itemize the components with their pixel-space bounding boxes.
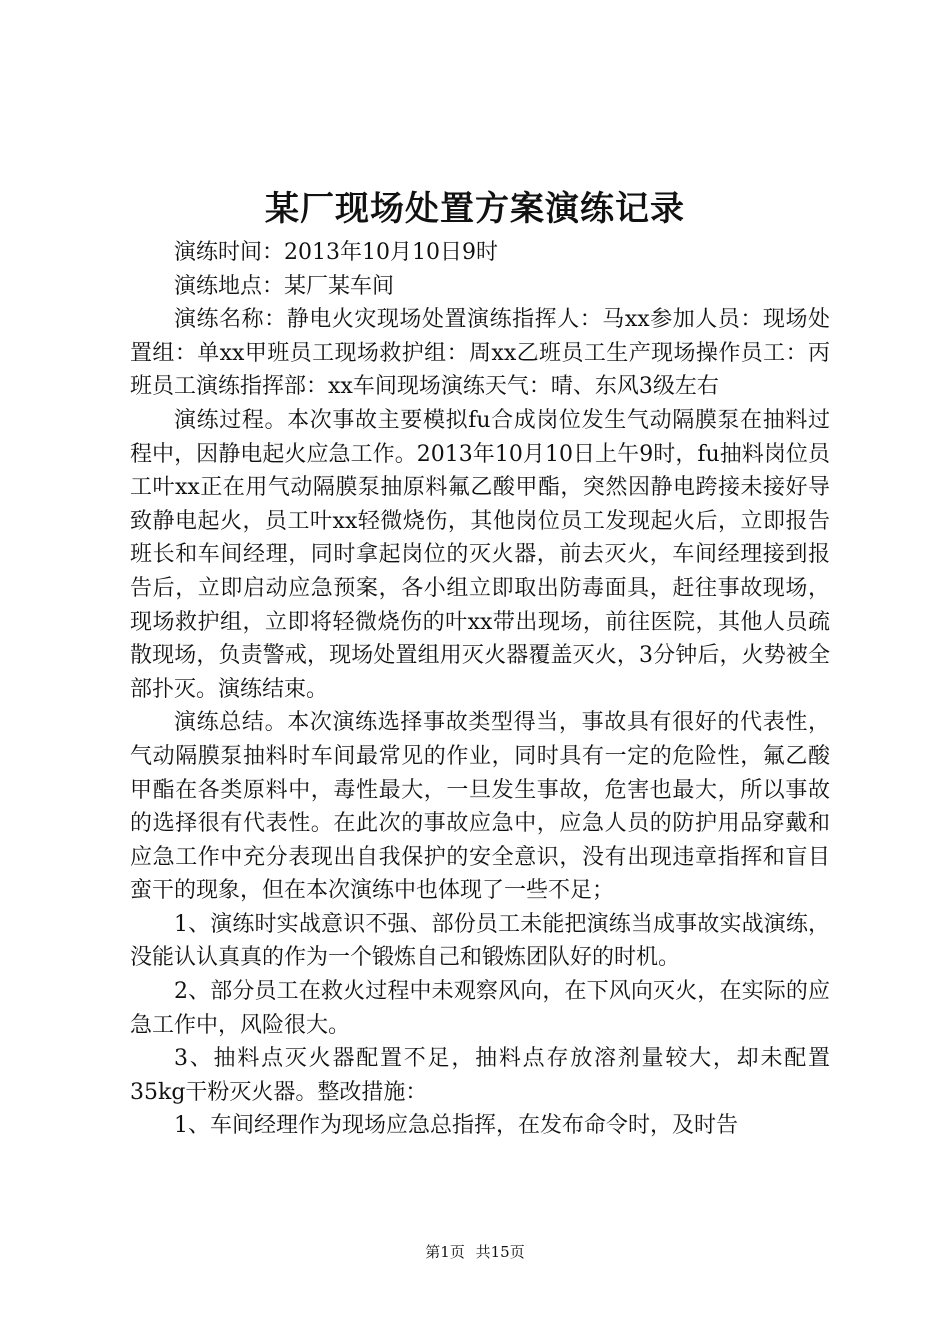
document-body [130, 236, 830, 1143]
page-footer [0, 1241, 950, 1263]
paragraph-drill-location: 演练地点：某厂某车间 [174, 273, 395, 299]
page-total: 共15页 [475, 1243, 525, 1261]
paragraph-drill-summary: 演练总结。本次演练选择事故类型得当，事故具有很好的代表性，气动隔膜泵抽料时车间最常见的作业，同时具有一定的危险性，氟乙酸甲酯在各类原料中，毒性最大，一旦发生事故，危害也最大，所以事故的选择很有代表性。在此次的事故应急中，应急人员的防护用品穿戴和应急工作中充分表现出自我保护的安全意识，没有出现违章指挥和盲目蛮干的现象，但在本次演练中也体现了一些不足； [130, 710, 830, 904]
page-title: 某厂现场处置方案演练记录 [265, 189, 685, 229]
paragraph-drill-time: 演练时间：2013年10月10日9时 [174, 240, 498, 265]
paragraph-issue-1: 1、演练时实战意识不强、部份员工未能把演练当成事故实战演练，没能认认真真的作为一个锻炼自己和锻炼团队好的时机。 [130, 911, 830, 971]
paragraph-issue-2: 2、部分员工在救火过程中未观察风向，在下风向灭火，在实际的应急工作中，风险很大。 [130, 979, 830, 1038]
paragraph-issue-3: 3、抽料点灭火器配置不足，抽料点存放溶剂量较大，却未配置35kg干粉灭火器。整改措施： [130, 1046, 830, 1105]
page-number: 第1页 [425, 1243, 465, 1261]
paragraph-measure-1: 1、车间经理作为现场应急总指挥，在发布命令时，及时告 [174, 1113, 738, 1139]
paragraph-drill-process: 演练过程。本次事故主要模拟fu合成岗位发生气动隔膜泵在抽料过程中，因静电起火应急工作。2013年10月10日上午9时，fu抽料岗位员工叶xx正在用气动隔膜泵抽原料氟乙酸甲酯，突然因静电跨接未接好导致静电起火，员工叶xx轻微烧伤，其他岗位员工发现起火后，立即报告班长和车间经理，同时拿起岗位的灭火器，前去灭火，车间经理接到报告后，立即启动应急预案，各小组立即取出防毒面具，赶往事故现场，现场救护组，立即将轻微烧伤的叶xx带出现场，前往医院，其他人员疏散现场，负责警戒，现场处置组用灭火器覆盖灭火，3分钟后，火势被全部扑灭。演练结束。 [130, 407, 830, 702]
paragraph-drill-name: 演练名称：静电火灾现场处置演练指挥人：马xx参加人员：现场处置组：单xx甲班员工现场救护组：周xx乙班员工生产现场操作员工：丙班员工演练指挥部：xx车间现场演练天气：晴、东风3级左右 [130, 307, 830, 400]
